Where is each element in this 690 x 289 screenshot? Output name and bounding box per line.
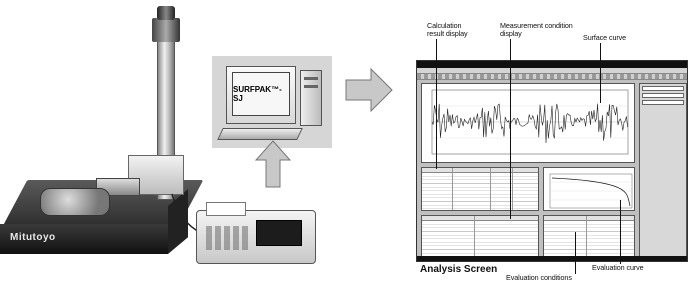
printer-screen	[256, 220, 302, 246]
evaluation-curve-plot	[544, 168, 635, 211]
printer-paper	[206, 202, 246, 216]
analysis-screen-caption: Analysis Screen	[420, 264, 498, 275]
printer-keypad	[206, 226, 248, 250]
arrow-right-icon	[345, 68, 393, 112]
column-divider	[452, 168, 453, 210]
monitor-screen	[232, 72, 290, 116]
analysis-screen	[416, 60, 688, 262]
column-divider	[490, 168, 491, 210]
leader-line	[510, 39, 511, 219]
leader-line	[620, 200, 621, 264]
condition-table	[422, 221, 538, 256]
callout-calculation-result: Calculation result display	[427, 21, 468, 38]
result-table	[422, 173, 538, 210]
leader-line	[600, 43, 601, 103]
monitor	[226, 66, 296, 124]
pc-tower	[300, 70, 322, 126]
column-divider	[512, 168, 513, 210]
leader-line	[436, 39, 437, 169]
keyboard	[217, 128, 303, 140]
callout-evaluation-conditions: Evaluation conditions	[506, 273, 572, 282]
brand-label: Mitutoyo	[10, 232, 56, 243]
side-dropdown[interactable]	[642, 93, 684, 98]
callout-surface-curve: Surface curve	[583, 33, 627, 42]
leader-line	[575, 232, 576, 274]
evaluation-conditions-pane	[543, 215, 635, 257]
workpiece-vise	[40, 188, 110, 216]
status-bar	[417, 256, 687, 261]
surface-curve-pane	[421, 83, 635, 163]
column-cap	[152, 18, 180, 42]
measurement-condition-pane	[421, 215, 539, 257]
side-panel	[639, 83, 687, 261]
window-titlebar	[417, 61, 687, 68]
arrow-up-icon	[255, 140, 291, 188]
side-dropdown[interactable]	[642, 86, 684, 91]
display-printer-unit	[196, 202, 316, 264]
column-divider	[474, 216, 475, 256]
height-knob	[157, 6, 175, 20]
surface-curve-plot	[422, 84, 635, 163]
column-divider	[586, 216, 587, 256]
evaluation-curve-pane	[543, 167, 635, 211]
software-logo: SURFPAK™-SJ	[233, 85, 282, 103]
surface-tester-photo	[0, 0, 210, 289]
callout-evaluation-curve: Evaluation curve	[592, 263, 644, 272]
window-toolbar	[417, 74, 687, 80]
side-dropdown[interactable]	[642, 100, 684, 105]
calculation-result-pane	[421, 167, 539, 211]
pc-illustration	[212, 56, 332, 148]
callout-measurement-condition: Measurement condition display	[500, 21, 573, 38]
